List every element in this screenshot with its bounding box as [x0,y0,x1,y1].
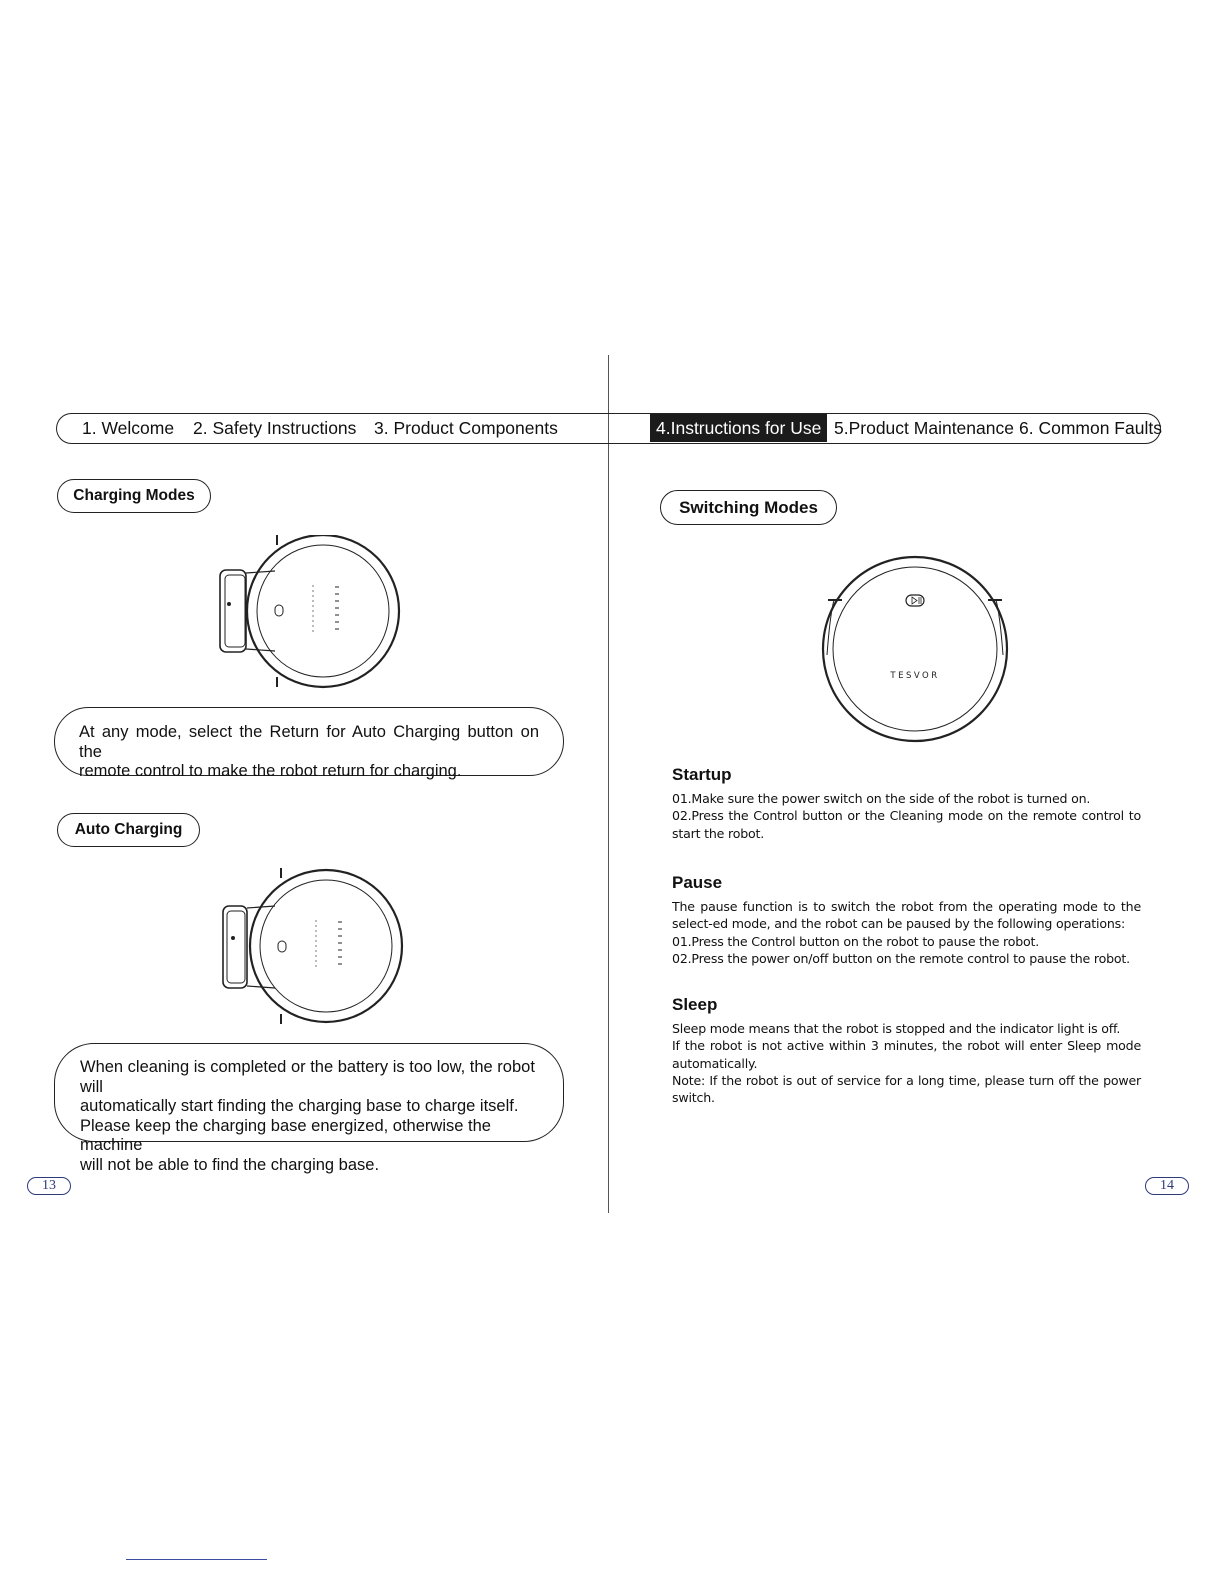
robot-docking-illustration-1 [215,535,405,690]
brand-label: TESVOR [890,671,940,681]
nav-item-product-maintenance[interactable]: 5.Product Maintenance [834,418,1014,438]
nav-bar-right [608,413,1161,444]
charging-modes-heading: Charging Modes [57,479,211,513]
bottom-rule [126,1559,267,1560]
page-divider [608,355,609,1213]
charging-modes-text-line-2: remote control to make the robot return for charging. [79,762,462,780]
pause-line-3: 02.Press the power on/off button on the remote control to pause the robot. [672,950,1130,966]
auto-charging-text-line-4: will not be able to find the charging base. [80,1155,380,1174]
robot-top-view-illustration [820,555,1010,745]
page-number-left: 13 [27,1177,71,1195]
page-number-right: 14 [1145,1177,1189,1195]
startup-title: Startup [672,765,732,784]
nav-item-welcome[interactable]: 1. Welcome [82,418,175,438]
sleep-line-3: Note: If the robot is out of service for a long time, please turn off the power switch. [672,1072,1141,1106]
auto-charging-text-line-2: automatically start finding the charging base to charge itself. [80,1097,519,1115]
auto-charging-heading: Auto Charging [57,813,200,847]
nav-item-product-components[interactable]: 3. Product Components [374,418,558,438]
auto-charging-callout [54,1043,564,1174]
startup-text [672,790,1141,842]
nav-item-common-faults[interactable]: 6. Common Faults [1019,418,1162,438]
sleep-line-2: If the robot is not active within 3 minutes, the robot will enter Sleep mode automatically. [672,1038,1141,1071]
nav-bar-left [56,413,609,444]
sleep-text [672,1020,1141,1106]
startup-line-2: 02.Press the Control button or the Cleaning mode on the remote control to start the robot. [672,808,1141,841]
auto-charging-text-line-3: Please keep the charging base energized, otherwise the machine [80,1116,491,1154]
auto-charging-text-line-1: When cleaning is completed or the battery is too low, the robot will [80,1058,535,1096]
nav-item-safety-instructions[interactable]: 2. Safety Instructions [193,418,357,438]
pause-line-1: The pause function is to switch the robot from the operating mode to the select-ed mode, and the robot can be paused by the following operations: [672,899,1141,932]
nav-item-instructions-for-use[interactable]: 4.Instructions for Use [650,414,827,442]
sleep-line-1: Sleep mode means that the robot is stopped and the indicator light is off. [672,1021,1121,1036]
charging-modes-text-line-1: At any mode, select the Return for Auto Charging button on the [79,723,539,761]
pause-line-2: 01.Press the Control button on the robot to pause the robot. [672,933,1040,949]
pause-text [672,898,1141,967]
pause-title: Pause [672,873,723,892]
switching-modes-heading: Switching Modes [660,490,837,525]
sleep-title: Sleep [672,995,718,1014]
startup-line-1: 01.Make sure the power switch on the side of the robot is turned on. [672,791,1091,806]
robot-docking-illustration-2 [215,868,405,1026]
charging-modes-callout [54,707,564,780]
